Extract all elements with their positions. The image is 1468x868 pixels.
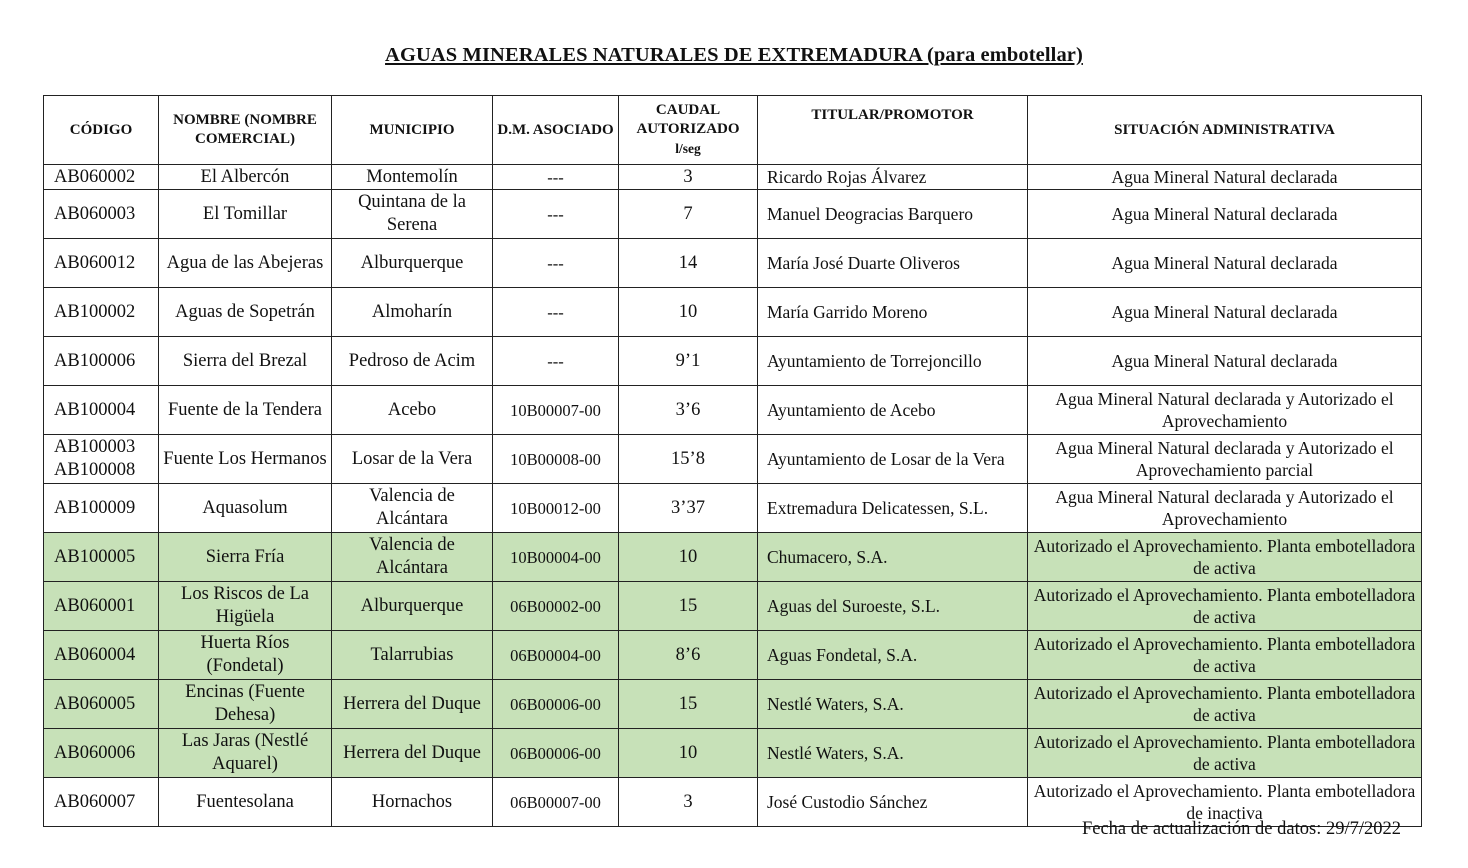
table-row <box>44 582 1422 631</box>
cell-nombre: Fuente de la Tendera <box>159 386 332 435</box>
cell-dm: 06B00006-00 <box>493 680 619 729</box>
header-titular: TITULAR/PROMOTOR <box>758 96 1028 165</box>
header-codigo: CÓDIGO <box>44 96 159 165</box>
cell-caudal: 3’37 <box>619 484 758 533</box>
cell-nombre: Fuente Los Hermanos <box>159 435 332 484</box>
cell-municipio: Losar de la Vera <box>332 435 493 484</box>
cell-situacion: Autorizado el Aprovechamiento. Planta embotelladora de activa <box>1028 631 1422 680</box>
cell-caudal: 8’6 <box>619 631 758 680</box>
cell-nombre: Huerta Ríos (Fondetal) <box>159 631 332 680</box>
waters-table <box>43 95 1422 827</box>
header-dm: D.M. ASOCIADO <box>493 96 619 165</box>
cell-dm: 10B00008-00 <box>493 435 619 484</box>
cell-municipio: Quintana de la Serena <box>332 190 493 239</box>
cell-dm: 06B00006-00 <box>493 729 619 778</box>
cell-dm: 06B00004-00 <box>493 631 619 680</box>
cell-titular: María José Duarte Oliveros <box>758 239 1028 288</box>
cell-dm: 06B00002-00 <box>493 582 619 631</box>
cell-situacion: Agua Mineral Natural declarada y Autorizado el Aprovechamiento <box>1028 484 1422 533</box>
table-row <box>44 239 1422 288</box>
cell-codigo: AB060005 <box>44 680 159 729</box>
cell-titular: María Garrido Moreno <box>758 288 1028 337</box>
cell-situacion: Agua Mineral Natural declarada y Autorizado el Aprovechamiento <box>1028 386 1422 435</box>
table-row <box>44 729 1422 778</box>
cell-codigo <box>44 435 159 484</box>
header-municipio: MUNICIPIO <box>332 96 493 165</box>
cell-nombre: El Tomillar <box>159 190 332 239</box>
cell-titular: Aguas del Suroeste, S.L. <box>758 582 1028 631</box>
cell-codigo: AB100004 <box>44 386 159 435</box>
cell-municipio: Valencia de Alcántara <box>332 484 493 533</box>
cell-codigo: AB060007 <box>44 778 159 827</box>
cell-codigo: AB060002 <box>44 165 159 190</box>
cell-dm: --- <box>493 165 619 190</box>
cell-caudal: 14 <box>619 239 758 288</box>
cell-nombre: El Albercón <box>159 165 332 190</box>
cell-caudal: 3 <box>619 165 758 190</box>
cell-dm: --- <box>493 288 619 337</box>
header-caudal <box>619 96 758 165</box>
cell-nombre: Fuentesolana <box>159 778 332 827</box>
cell-municipio: Acebo <box>332 386 493 435</box>
cell-dm: 10B00007-00 <box>493 386 619 435</box>
cell-codigo: AB100009 <box>44 484 159 533</box>
cell-codigo: AB100002 <box>44 288 159 337</box>
table-row <box>44 288 1422 337</box>
cell-situacion: Agua Mineral Natural declarada <box>1028 288 1422 337</box>
cell-municipio: Montemolín <box>332 165 493 190</box>
cell-codigo-line: AB100008 <box>54 460 136 480</box>
header-caudal-unit: l/seg <box>675 141 701 156</box>
cell-situacion: Agua Mineral Natural declarada <box>1028 190 1422 239</box>
cell-situacion: Agua Mineral Natural declarada <box>1028 337 1422 386</box>
cell-codigo: AB100006 <box>44 337 159 386</box>
cell-situacion: Agua Mineral Natural declarada y Autorizado el Aprovechamiento parcial <box>1028 435 1422 484</box>
cell-dm: 06B00007-00 <box>493 778 619 827</box>
cell-municipio: Herrera del Duque <box>332 729 493 778</box>
cell-situacion: Agua Mineral Natural declarada <box>1028 239 1422 288</box>
cell-municipio: Almoharín <box>332 288 493 337</box>
cell-titular: Chumacero, S.A. <box>758 533 1028 582</box>
cell-caudal: 10 <box>619 533 758 582</box>
cell-nombre: Agua de las Abejeras <box>159 239 332 288</box>
cell-titular: Nestlé Waters, S.A. <box>758 729 1028 778</box>
cell-caudal: 10 <box>619 729 758 778</box>
cell-municipio: Valencia de Alcántara <box>332 533 493 582</box>
table-row <box>44 435 1422 484</box>
cell-dm: --- <box>493 190 619 239</box>
cell-titular: Ricardo Rojas Álvarez <box>758 165 1028 190</box>
cell-titular: Aguas Fondetal, S.A. <box>758 631 1028 680</box>
cell-nombre: Aguas de Sopetrán <box>159 288 332 337</box>
table-row <box>44 386 1422 435</box>
header-nombre: NOMBRE (NOMBRE COMERCIAL) <box>159 96 332 165</box>
cell-situacion: Autorizado el Aprovechamiento. Planta embotelladora de activa <box>1028 533 1422 582</box>
cell-situacion: Autorizado el Aprovechamiento. Planta embotelladora de activa <box>1028 582 1422 631</box>
cell-dm: 10B00004-00 <box>493 533 619 582</box>
cell-municipio: Alburquerque <box>332 239 493 288</box>
cell-dm: --- <box>493 239 619 288</box>
cell-codigo: AB060004 <box>44 631 159 680</box>
cell-caudal: 7 <box>619 190 758 239</box>
table-row <box>44 631 1422 680</box>
cell-situacion: Autorizado el Aprovechamiento. Planta embotelladora de activa <box>1028 680 1422 729</box>
cell-dm: 10B00012-00 <box>493 484 619 533</box>
cell-caudal: 15’8 <box>619 435 758 484</box>
cell-municipio: Pedroso de Acim <box>332 337 493 386</box>
cell-codigo: AB100005 <box>44 533 159 582</box>
cell-municipio: Herrera del Duque <box>332 680 493 729</box>
cell-titular: Ayuntamiento de Acebo <box>758 386 1028 435</box>
cell-nombre: Las Jaras (Nestlé Aquarel) <box>159 729 332 778</box>
cell-codigo: AB060003 <box>44 190 159 239</box>
cell-caudal: 15 <box>619 582 758 631</box>
cell-codigo-line: AB100003 <box>54 437 136 457</box>
header-caudal-label: CAUDAL AUTORIZADO <box>636 102 740 137</box>
cell-codigo: AB060012 <box>44 239 159 288</box>
page-title: AGUAS MINERALES NATURALES DE EXTREMADURA (para embotellar) <box>385 44 1083 66</box>
cell-nombre: Los Riscos de La Higüela <box>159 582 332 631</box>
cell-situacion: Autorizado el Aprovechamiento. Planta embotelladora de inactiva <box>1028 778 1422 827</box>
cell-titular: Ayuntamiento de Torrejoncillo <box>758 337 1028 386</box>
cell-titular: José Custodio Sánchez <box>758 778 1028 827</box>
cell-caudal: 10 <box>619 288 758 337</box>
table-row <box>44 533 1422 582</box>
table-row <box>44 337 1422 386</box>
table-row <box>44 484 1422 533</box>
table-row <box>44 165 1422 190</box>
cell-situacion: Autorizado el Aprovechamiento. Planta embotelladora de activa <box>1028 729 1422 778</box>
cell-nombre: Sierra Fría <box>159 533 332 582</box>
cell-codigo: AB060006 <box>44 729 159 778</box>
cell-titular: Manuel Deogracias Barquero <box>758 190 1028 239</box>
cell-caudal: 3’6 <box>619 386 758 435</box>
cell-caudal: 15 <box>619 680 758 729</box>
cell-titular: Ayuntamiento de Losar de la Vera <box>758 435 1028 484</box>
table-body <box>44 165 1422 827</box>
cell-nombre: Aquasolum <box>159 484 332 533</box>
cell-caudal: 3 <box>619 778 758 827</box>
cell-dm: --- <box>493 337 619 386</box>
cell-caudal: 9’1 <box>619 337 758 386</box>
header-row <box>44 96 1422 165</box>
table-row <box>44 190 1422 239</box>
cell-municipio: Hornachos <box>332 778 493 827</box>
cell-municipio: Alburquerque <box>332 582 493 631</box>
cell-titular: Nestlé Waters, S.A. <box>758 680 1028 729</box>
update-date: Fecha de actualización de datos: 29/7/2022 <box>1081 819 1401 839</box>
table-row <box>44 680 1422 729</box>
cell-codigo: AB060001 <box>44 582 159 631</box>
cell-municipio: Talarrubias <box>332 631 493 680</box>
cell-titular: Extremadura Delicatessen, S.L. <box>758 484 1028 533</box>
cell-nombre: Sierra del Brezal <box>159 337 332 386</box>
cell-situacion: Agua Mineral Natural declarada <box>1028 165 1422 190</box>
cell-nombre: Encinas (Fuente Dehesa) <box>159 680 332 729</box>
header-situacion: SITUACIÓN ADMINISTRATIVA <box>1028 96 1422 165</box>
